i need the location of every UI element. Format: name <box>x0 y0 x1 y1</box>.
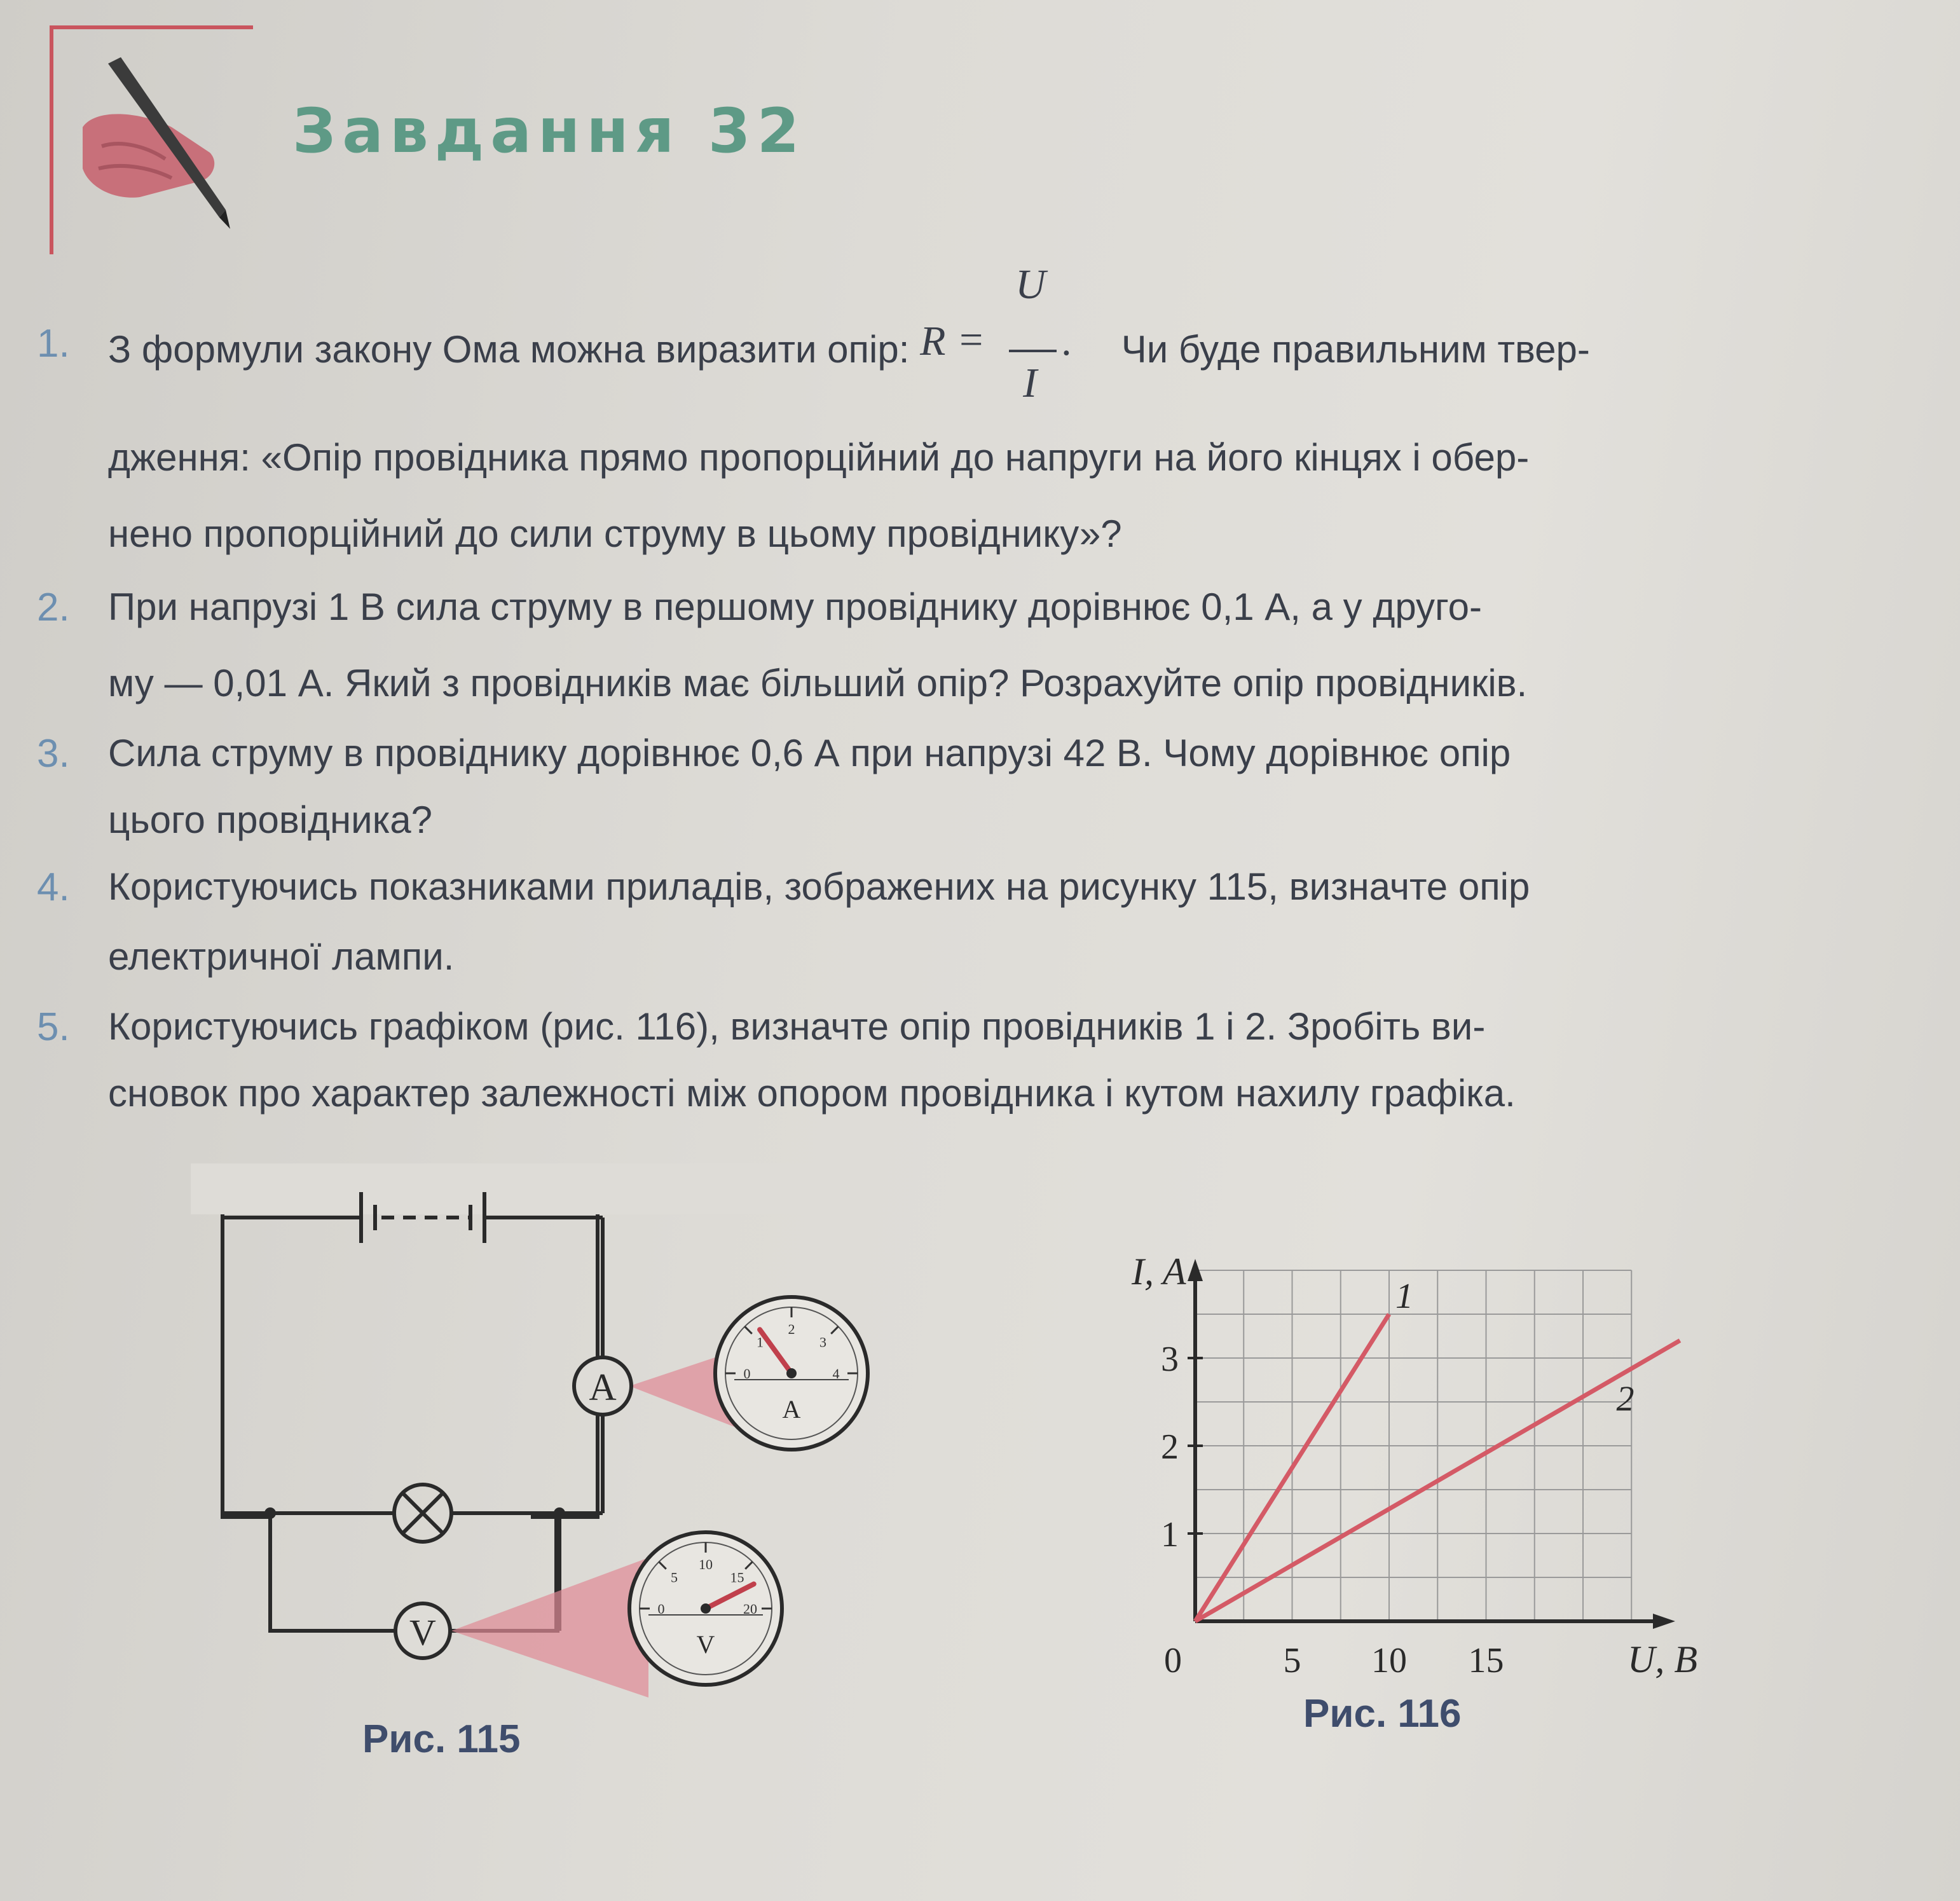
lamp-symbol <box>394 1485 451 1542</box>
ammeter-unit: A <box>782 1395 801 1424</box>
x-tick-label: 15 <box>1468 1641 1504 1680</box>
voltmeter-callout <box>451 1558 648 1698</box>
question-text: При напрузі 1 В сила струму в першому провіднику дорівнює 0,1 А, а у друго- <box>108 586 1482 628</box>
task-title: Завдання 32 <box>292 95 806 167</box>
voltmeter-dial <box>623 1526 788 1691</box>
voltmeter-unit: V <box>696 1630 715 1659</box>
voltmeter-symbol <box>395 1603 450 1658</box>
question-number: 3. <box>37 732 70 776</box>
svg-text:V: V <box>409 1612 436 1653</box>
formula-period: . <box>1061 318 1072 364</box>
voltmeter-dial-tick-label: 20 <box>743 1601 757 1617</box>
ammeter-dial-tick-label: 2 <box>788 1321 795 1337</box>
question-text: сновок про характер залежності між опором провідника і кутом нахилу графіка. <box>108 1072 1516 1115</box>
voltmeter-dial-tick-label: 15 <box>730 1569 744 1586</box>
x-tick-label: 10 <box>1371 1641 1407 1680</box>
series-label-2: 2 <box>1616 1379 1634 1419</box>
question-text: електричної лампи. <box>108 935 455 978</box>
question-text: дження: «Опір провідника прямо пропорційний до напруги на його кінцях і обер- <box>108 436 1530 479</box>
y-tick-label: 1 <box>1161 1515 1179 1554</box>
ammeter-symbol <box>574 1357 631 1415</box>
question-text: му — 0,01 А. Який з провідників має більший опір? Розрахуйте опір провідників. <box>108 662 1528 704</box>
junction-dot <box>264 1507 276 1519</box>
voltmeter-dial-tick-label: 5 <box>671 1569 678 1586</box>
question-text: цього провідника? <box>108 799 432 841</box>
x-axis-arrow <box>1653 1614 1675 1629</box>
formula-lhs: R <box>920 318 946 364</box>
formula-numerator: U <box>1015 261 1046 308</box>
ohm-graph <box>1081 1240 1748 1685</box>
formula-eq: = <box>959 317 983 363</box>
writing-hand-icon <box>64 51 254 229</box>
formula-denominator: I <box>1023 360 1038 406</box>
question-text: Сила струму в провіднику дорівнює 0,6 А при напрузі 42 В. Чому дорівнює опір <box>108 732 1511 774</box>
ammeter-dial <box>709 1291 874 1456</box>
mask <box>191 1163 858 1214</box>
x-tick-label: 5 <box>1283 1641 1301 1680</box>
question-text: Користуючись графіком (рис. 116), визначте опір провідників 1 і 2. Зробіть ви- <box>108 1005 1486 1048</box>
y-tick-label: 2 <box>1161 1427 1179 1467</box>
question-1-line-1 <box>108 261 1590 406</box>
ammeter-dial-tick-label: 4 <box>832 1366 840 1382</box>
voltmeter-dial-tick-label: 0 <box>657 1601 665 1617</box>
question-number: 1. <box>37 322 70 366</box>
ammeter-dial-tick-label: 0 <box>743 1366 751 1382</box>
x-tick-label: 0 <box>1164 1641 1182 1680</box>
voltmeter-dial-tick-label: 10 <box>699 1556 713 1572</box>
ohm-formula <box>920 261 1111 406</box>
figure-115-caption: Рис. 115 <box>362 1717 521 1761</box>
question-number: 2. <box>37 586 70 629</box>
question-text: Користуючись показниками приладів, зображених на рисунку 115, визначте опір <box>108 865 1530 908</box>
y-tick-label: 3 <box>1161 1340 1179 1379</box>
ammeter-dial-tick-label: 1 <box>757 1334 764 1350</box>
ammeter-dial-tick-label: 3 <box>819 1334 826 1350</box>
corner-decoration-vertical <box>50 25 53 254</box>
question-text: нено пропорційний до сили струму в цьому провіднику»? <box>108 512 1122 555</box>
corner-decoration <box>50 25 253 29</box>
question-text: З формули закону Ома можна виразити опір: <box>108 328 910 371</box>
question-text: Чи буде правильним твер- <box>1121 328 1590 371</box>
question-number: 5. <box>37 1005 70 1049</box>
question-number: 4. <box>37 865 70 909</box>
x-axis-label: U, В <box>1628 1638 1697 1680</box>
y-axis-label: I, A <box>1132 1251 1186 1293</box>
junction-dot <box>554 1507 565 1519</box>
series-label-1: 1 <box>1395 1277 1413 1316</box>
svg-text:A: A <box>589 1366 617 1408</box>
fraction-bar <box>1009 350 1057 352</box>
figure-116-caption: Рис. 116 <box>1303 1692 1462 1736</box>
